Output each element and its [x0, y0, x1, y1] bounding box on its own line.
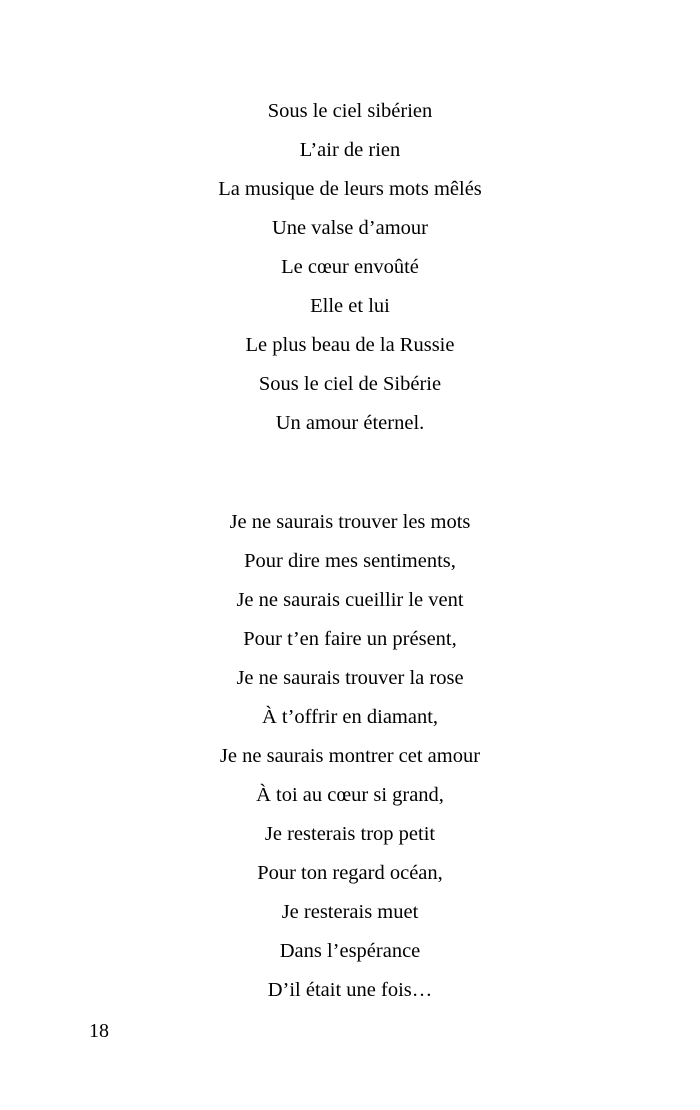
poem-line: La musique de leurs mots mêlés [218, 178, 482, 200]
poem-line: Je ne saurais montrer cet amour [219, 745, 481, 767]
poem-line: Pour t’en faire un présent, [243, 628, 457, 650]
page-number: 18 [89, 1020, 109, 1042]
poem-line: Sous le ciel de Sibérie [258, 373, 442, 395]
poem-line: Pour dire mes sentiments, [244, 550, 456, 572]
poem-line: Elle et lui [310, 295, 390, 317]
poem-line: Je resterais trop petit [264, 823, 436, 845]
poem-line: Je resterais muet [281, 901, 419, 923]
poem-stanza-1 [0, 92, 700, 443]
poem-line: Je ne saurais trouver la rose [236, 667, 464, 689]
poem-line: L’air de rien [299, 139, 401, 161]
poem-line: Je ne saurais trouver les mots [229, 511, 471, 533]
poem-line: À t’offrir en diamant, [261, 706, 439, 728]
poem-line: Un amour éternel. [275, 412, 425, 434]
poem-line: À toi au cœur si grand, [256, 784, 444, 806]
poem-line: Dans l’espérance [279, 940, 421, 962]
poem-stanza-2 [0, 503, 700, 1010]
poem-line: Le plus beau de la Russie [245, 334, 455, 356]
poem-line: D’il était une fois… [267, 979, 433, 1001]
poem-line: Sous le ciel sibérien [267, 100, 433, 122]
poem-line: Pour ton regard océan, [257, 862, 443, 884]
poem-line: Le cœur envoûté [281, 256, 419, 278]
poem-line: Je ne saurais cueillir le vent [236, 589, 464, 611]
poem-line: Une valse d’amour [272, 217, 428, 239]
